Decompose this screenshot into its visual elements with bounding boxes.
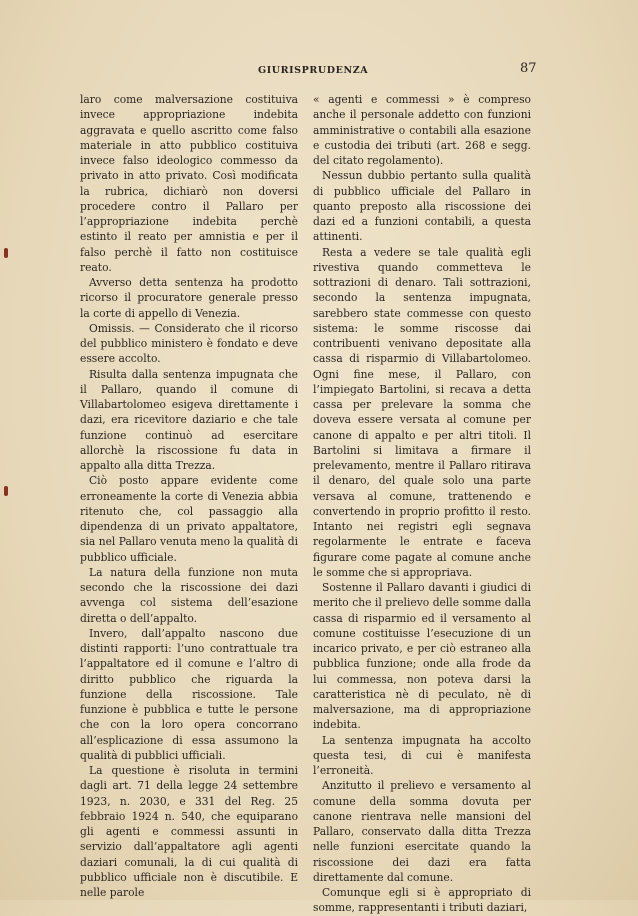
paragraph: « agenti e commessi » è compreso anche il personale addetto con funzioni amministrative o contabili alla esazione e custodia dei tributi (art. 268 e segg. del citato regolamento). — [313, 93, 531, 167]
page-header — [0, 63, 638, 79]
paragraph: Anzitutto il prelievo e versamento al comune della somma dovuta per canone rientrava nelle mansioni del Pallaro, conservato dalla ditta Trezza nelle funzioni esercitate quando la riscossione dei dazi era fatta direttamente dal comune. — [313, 779, 531, 884]
paragraph: Nessun dubbio pertanto sulla qualità di pubblico ufficiale del Pallaro in quanto preposto alla riscossione dei dazi ed a funzioni contabili, a questa attinenti. — [313, 169, 531, 244]
left-column — [80, 92, 298, 900]
paragraph: Sostenne il Pallaro davanti i giudici di merito che il prelievo delle somme dalla cassa di risparmio ed il versamento al comune costituisse l’esecuzione di un incarico privato, e per ciò estraneo alla pubblica funzione; onde alla frode da lui commessa, non poteva darsi la caratteristica nè di peculato, nè di malversazione, ma di appropriazione indebita. — [313, 581, 531, 732]
page-number: 87 — [520, 61, 537, 76]
paragraph: Ciò posto appare evidente come erroneamente la corte di Venezia abbia ritenuto che, col passaggio alla dipendenza di un privato appaltatore, sia nel Pallaro venuta meno la qualità di pubblico ufficiale. — [80, 474, 298, 564]
paragraph: Risulta dalla sentenza impugnata che il Pallaro, quando il comune di Villabartolomeo esigeva direttamente i dazi, era ricevitore daziario e che tale funzione continuò ad esercitare allorchè la riscossione fu data in appalto alla ditta Trezza. — [80, 367, 298, 472]
paragraph: La sentenza impugnata ha accolto questa tesi, di cui è manifesta l’erroneità. — [313, 733, 531, 777]
right-column — [313, 92, 531, 916]
paragraph: La natura della funzione non muta secondo che la riscossione dei dazi avvenga col sistema dell’esazione diretta o dell’appalto. — [80, 565, 298, 625]
paragraph: Avverso detta sentenza ha prodotto ricorso il procuratore generale presso la corte di appello di Venezia. — [80, 276, 298, 320]
page-edge-mark — [4, 486, 8, 496]
paragraph: Comunque egli si è appropriato di somme, rappresentanti i tributi daziari, — [313, 886, 531, 915]
paragraph: Omissis. — Considerato che il ricorso del pubblico ministero è fondato e deve essere accolto. — [80, 321, 298, 366]
paragraph: La questione è risoluta in termini dagli art. 71 della legge 24 settembre 1923, n. 2030, e 331 del Reg. 25 febbraio 1924 n. 540, che equiparano gli agenti e commessi assunti in servizio dall’appaltatore agli agenti daziari comunali, la di cui qualità di pubblico ufficiale non è discutibile. E nelle parole — [80, 764, 298, 899]
paragraph: laro come malversazione costituiva invece appropriazione indebita aggravata e quello ascritto come falso materiale in atto pubblico costituiva invece falso ideologico commesso da privato in atto privato. Così modificata la rubrica, dichiarò non doversi procedere contro il Pallaro per l’appropriazione indebita perchè estinto il reato per amnistia e per il falso perchè il fatto non costituisce reato. — [80, 93, 298, 274]
running-title: GIURISPRUDENZA — [258, 65, 369, 76]
page-edge-mark — [4, 248, 8, 258]
paragraph: Invero, dall’appalto nascono due distinti rapporti: l’uno contrattuale tra l’appaltatore ed il comune e l’altro di diritto pubblico che riguarda la funzione della riscossione. Tale funzione è pubblica e tutte le persone che con la loro opera concorrano all’esplicazione di essa assumono la qualità di pubblici ufficiali. — [80, 626, 298, 762]
paragraph: Resta a vedere se tale qualità egli rivestiva quando commetteva le sottrazioni di denaro. Tali sottrazioni, secondo la sentenza impugnata, sarebbero state commesse con questo sistema: le somme riscosse dai contribuenti venivano depositate alla cassa di risparmio di Villabartolomeo. Ogni fine mese, il Pallaro, con l’impiegato Bartolini, si recava a detta cassa per prelevare la somma che doveva essere versata al comune per canone di appalto e per altri titoli. Il Bartolini si limitava a firmare il prelevamento, mentre il Pallaro ritirava il denaro, del quale solo una parte versava al comune, trattenendo e convertendo in proprio profitto il resto. Intanto nei registri egli segnava regolarmente le entrate e faceva figurare come pagate al comune anche le somme che si appropriava. — [313, 245, 531, 579]
